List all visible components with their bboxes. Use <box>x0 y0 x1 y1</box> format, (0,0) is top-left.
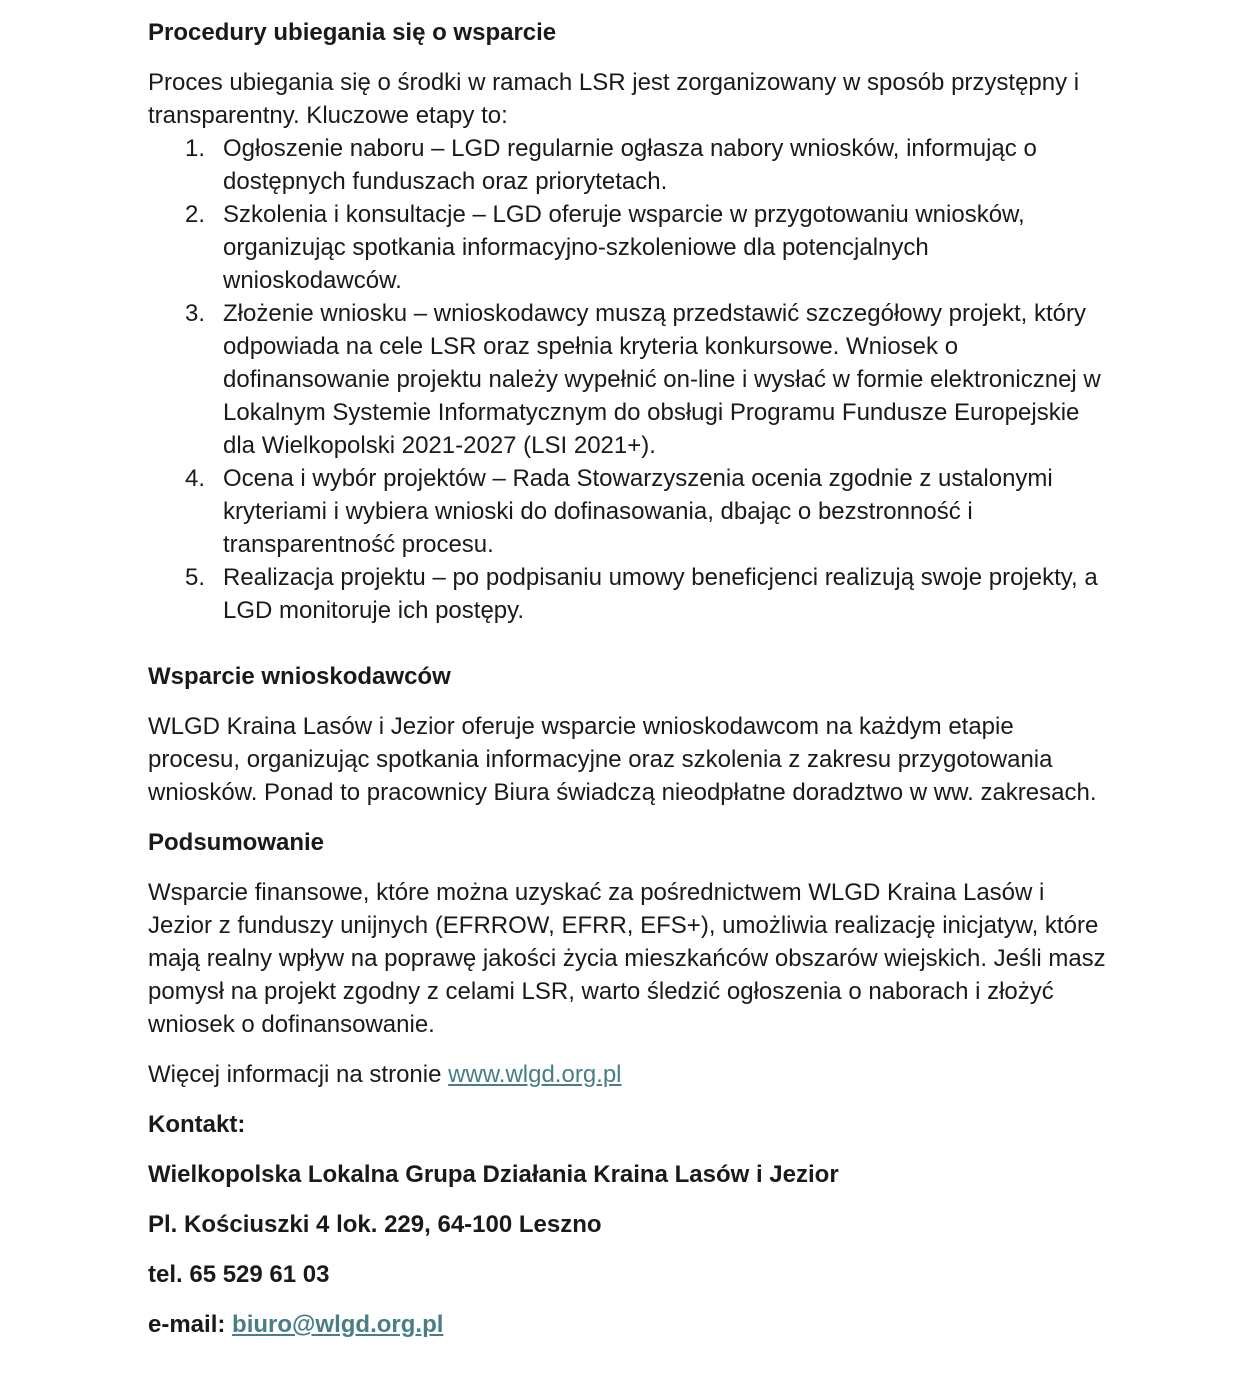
list-item <box>148 462 1108 561</box>
list-item <box>148 198 1108 297</box>
list-item <box>148 297 1108 462</box>
list-item-number: 3. <box>185 300 206 327</box>
procedures-steps-list <box>148 132 1108 627</box>
contact-email-prefix: e-mail: <box>148 1311 233 1338</box>
summary-heading: Podsumowanie <box>148 829 325 856</box>
list-item <box>148 132 1108 198</box>
list-item-text: Złożenie wniosku – wnioskodawcy muszą przedstawić szczegółowy projekt, który odpowiada na cele LSR oraz spełnia kryteria konkursowe. Wniosek o dofinansowanie projektu należy wypełnić on-line i wysłać w formie elektronicznej w Lokalnym Systemie Informatycznym do obsługi Programu Fundusze Europejskie dla Wielkopolski 2021-2027 (LSI 2021+). <box>223 300 1101 459</box>
contact-email-line <box>148 1308 1108 1341</box>
more-info-line <box>148 1058 1108 1091</box>
list-item <box>148 561 1108 627</box>
list-item-text: Szkolenia i konsultacje – LGD oferuje wsparcie w przygotowaniu wniosków, organizując spotkania informacyjno-szkoleniowe dla potencjalnych wnioskodawców. <box>223 201 1025 294</box>
list-item-text: Realizacja projektu – po podpisaniu umowy beneficjenci realizują swoje projekty, a LGD monitoruje ich postępy. <box>223 564 1098 624</box>
contact-label: Kontakt: <box>148 1111 246 1138</box>
summary-paragraph: Wsparcie finansowe, które można uzyskać za pośrednictwem WLGD Kraina Lasów i Jezior z funduszy unijnych (EFRROW, EFRR, EFS+), umożliwia realizację inicjatyw, które mają realny wpływ na poprawę jakości życia mieszkańców obszarów wiejskich. Jeśli masz pomysł na projekt zgodny z celami LSR, warto śledzić ogłoszenia o naborach i złożyć wniosek o dofinansowanie. <box>148 879 1106 1038</box>
contact-address: Pl. Kościuszki 4 lok. 229, 64-100 Leszno <box>148 1211 602 1238</box>
email-link[interactable]: biuro@wlgd.org.pl <box>232 1311 444 1338</box>
document-content <box>148 16 1108 1341</box>
contact-org-name: Wielkopolska Lokalna Grupa Działania Kraina Lasów i Jezior <box>148 1161 839 1188</box>
list-item-number: 1. <box>185 135 206 162</box>
website-link[interactable]: www.wlgd.org.pl <box>448 1061 622 1088</box>
procedures-heading: Procedury ubiegania się o wsparcie <box>148 19 557 46</box>
list-item-number: 4. <box>185 465 206 492</box>
list-item-text: Ogłoszenie naboru – LGD regularnie ogłasza nabory wniosków, informując o dostępnych funduszach oraz priorytetach. <box>223 135 1037 195</box>
support-heading: Wsparcie wnioskodawców <box>148 663 451 690</box>
list-item-number: 2. <box>185 201 206 228</box>
list-item-number: 5. <box>185 564 206 591</box>
procedures-intro: Proces ubiegania się o środki w ramach LSR jest zorganizowany w sposób przystępny i transparentny. Kluczowe etapy to: <box>148 69 1080 129</box>
more-info-prefix: Więcej informacji na stronie <box>148 1061 449 1088</box>
list-item-text: Ocena i wybór projektów – Rada Stowarzyszenia ocenia zgodnie z ustalonymi kryteriami i wybiera wnioski do dofinasowania, dbając o bezstronność i transparentność procesu. <box>223 465 1053 558</box>
support-paragraph: WLGD Kraina Lasów i Jezior oferuje wsparcie wnioskodawcom na każdym etapie procesu, organizując spotkania informacyjne oraz szkolenia z zakresu przygotowania wniosków. Ponad to pracownicy Biura świadczą nieodpłatne doradztwo w ww. zakresach. <box>148 713 1097 806</box>
contact-phone: tel. 65 529 61 03 <box>148 1261 330 1288</box>
